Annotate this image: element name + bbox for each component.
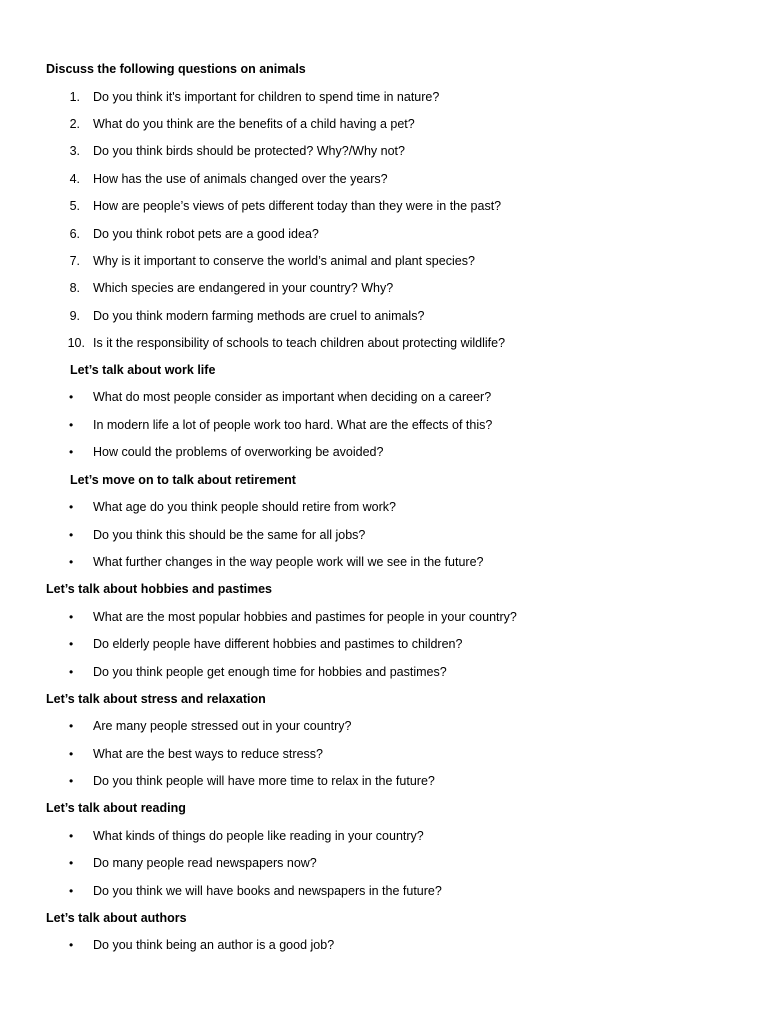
list-number: 3. xyxy=(69,144,80,158)
question-text: Do you think it's important for children to spend time in nature? xyxy=(93,90,440,104)
question-text: Do you think being an author is a good job? xyxy=(93,938,335,952)
section-heading-retirement: Let’s move on to talk about retirement xyxy=(70,473,296,487)
section-heading-hobbies: Let’s talk about hobbies and pastimes xyxy=(46,582,272,596)
question-text: What further changes in the way people work will we see in the future? xyxy=(93,555,484,569)
list-number: 6. xyxy=(69,227,80,241)
section-heading-stress: Let’s talk about stress and relaxation xyxy=(46,692,266,706)
question-text: Do you think people will have more time to relax in the future? xyxy=(93,774,435,788)
bullet: • xyxy=(69,610,74,624)
question-text: What kinds of things do people like reading in your country? xyxy=(93,829,424,843)
bullet: • xyxy=(69,528,74,542)
section-heading-reading: Let’s talk about reading xyxy=(46,801,186,815)
question-text: Do you think we will have books and newspapers in the future? xyxy=(93,884,442,898)
question-text: Do you think birds should be protected? Why?/Why not? xyxy=(93,144,405,158)
bullet: • xyxy=(69,774,74,788)
bullet: • xyxy=(69,719,74,733)
bullet: • xyxy=(69,938,74,952)
question-text: Do you think this should be the same for all jobs? xyxy=(93,528,366,542)
question-text: Do many people read newspapers now? xyxy=(93,856,317,870)
list-number: 5. xyxy=(69,199,80,213)
section-heading-work-life: Let’s talk about work life xyxy=(70,363,216,377)
question-text: Do you think modern farming methods are cruel to animals? xyxy=(93,309,425,323)
bullet: • xyxy=(69,884,74,898)
question-text: How are people’s views of pets different today than they were in the past? xyxy=(93,199,502,213)
bullet: • xyxy=(69,390,74,404)
question-text: What are the most popular hobbies and pastimes for people in your country? xyxy=(93,610,517,624)
bullet: • xyxy=(69,445,74,459)
question-text: What do you think are the benefits of a child having a pet? xyxy=(93,117,415,131)
bullet: • xyxy=(69,829,74,843)
question-text: In modern life a lot of people work too hard. What are the effects of this? xyxy=(93,418,493,432)
section-heading-authors: Let’s talk about authors xyxy=(46,911,187,925)
question-text: Why is it important to conserve the world’s animal and plant species? xyxy=(93,254,475,268)
question-text: Do you think robot pets are a good idea? xyxy=(93,227,319,241)
question-text: What are the best ways to reduce stress? xyxy=(93,747,323,761)
list-number: 8. xyxy=(69,281,80,295)
list-number: 9. xyxy=(69,309,80,323)
question-text: How could the problems of overworking be avoided? xyxy=(93,445,384,459)
list-number: 4. xyxy=(69,172,80,186)
bullet: • xyxy=(69,418,74,432)
bullet: • xyxy=(69,856,74,870)
list-number: 10. xyxy=(67,336,85,350)
question-text: How has the use of animals changed over the years? xyxy=(93,172,388,186)
bullet: • xyxy=(69,500,74,514)
bullet: • xyxy=(69,555,74,569)
bullet: • xyxy=(69,637,74,651)
list-number: 2. xyxy=(69,117,80,131)
section-heading-animals: Discuss the following questions on animals xyxy=(46,62,306,76)
bullet: • xyxy=(69,747,74,761)
question-text: Is it the responsibility of schools to teach children about protecting wildlife? xyxy=(93,336,506,350)
list-number: 7. xyxy=(69,254,80,268)
question-text: Do elderly people have different hobbies and pastimes to children? xyxy=(93,637,463,651)
question-text: What do most people consider as important when deciding on a career? xyxy=(93,390,492,404)
question-text: Do you think people get enough time for hobbies and pastimes? xyxy=(93,665,447,679)
list-number: 1. xyxy=(69,90,80,104)
question-text: Are many people stressed out in your country? xyxy=(93,719,352,733)
question-text: What age do you think people should retire from work? xyxy=(93,500,396,514)
question-text: Which species are endangered in your country? Why? xyxy=(93,281,394,295)
bullet: • xyxy=(69,665,74,679)
